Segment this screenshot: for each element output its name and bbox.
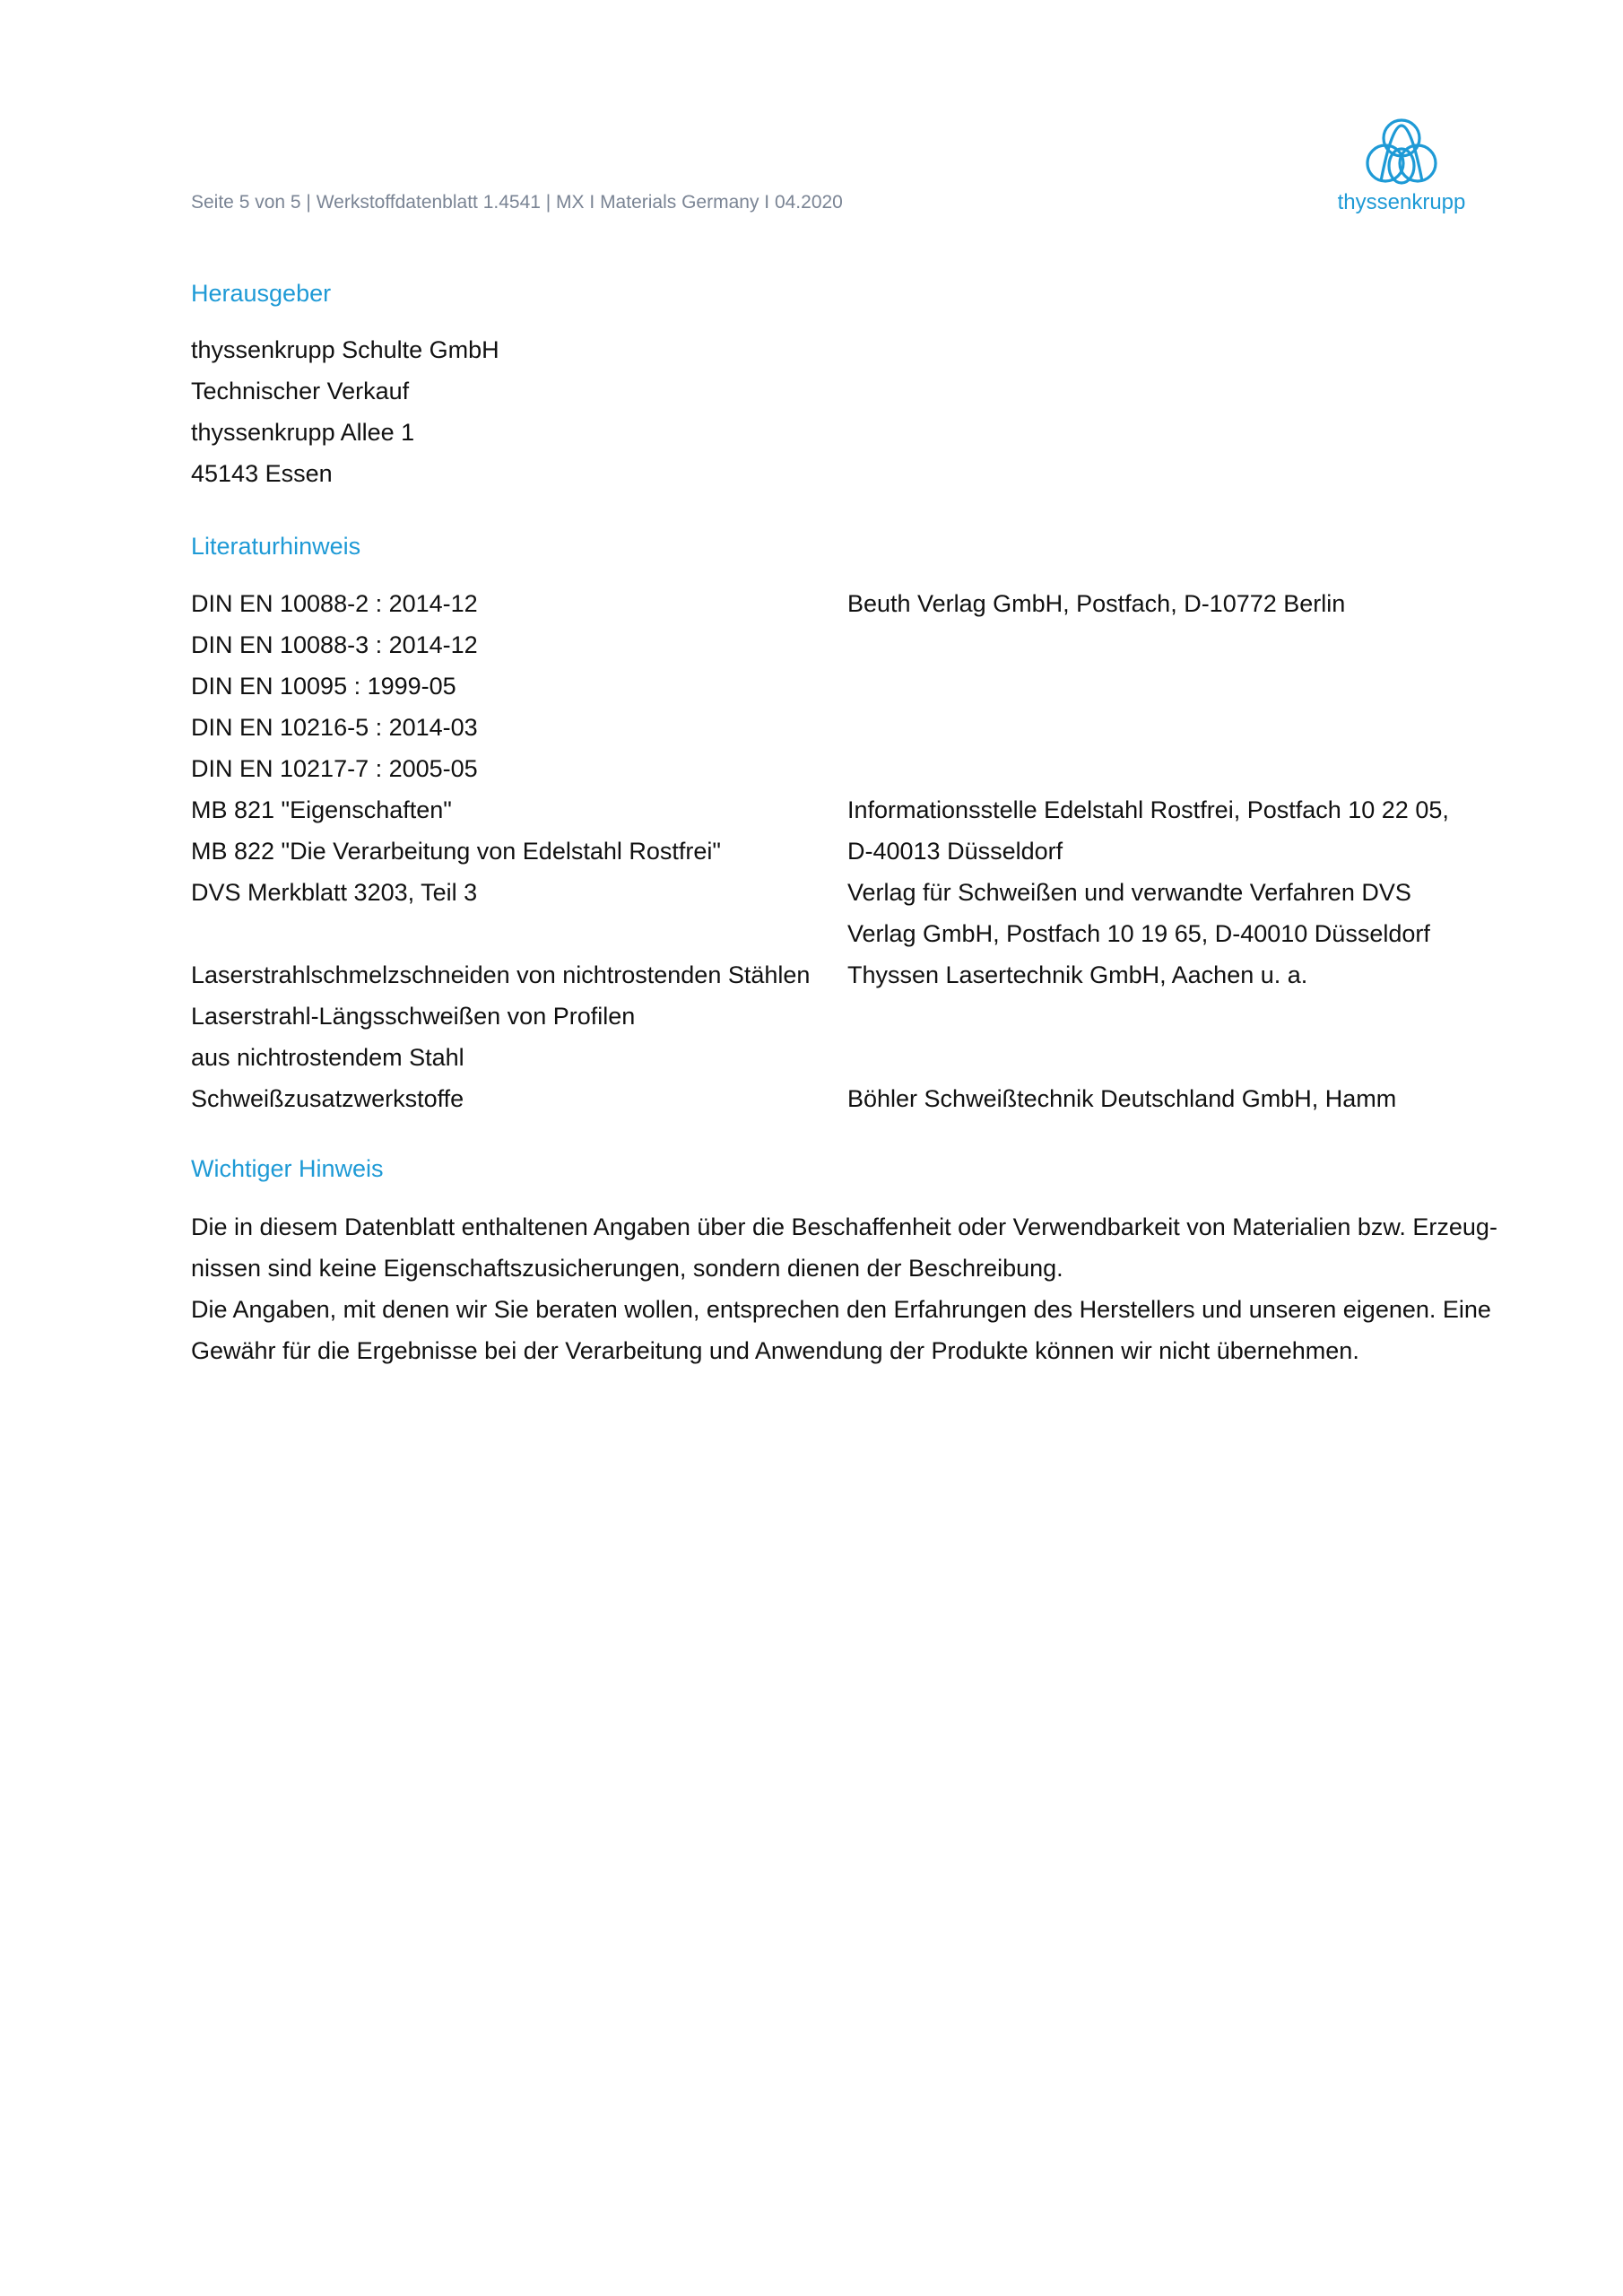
reference-title: DIN EN 10088-2 : 2014-12	[191, 590, 478, 617]
reference-source: Verlag GmbH, Postfach 10 19 65, D-40010 Düsseldorf	[847, 920, 1430, 947]
reference-source: Thyssen Lasertechnik GmbH, Aachen u. a.	[847, 961, 1308, 988]
thyssenkrupp-rings-icon	[1361, 117, 1442, 188]
publisher-line: Technischer Verkauf	[191, 378, 410, 404]
reference-source: Verlag für Schweißen und verwandte Verfahren DVS	[847, 879, 1411, 906]
publisher-line: thyssenkrupp Allee 1	[191, 419, 415, 446]
reference-title: DIN EN 10088-3 : 2014-12	[191, 631, 478, 658]
reference-source: Böhler Schweißtechnik Deutschland GmbH, Hamm	[847, 1085, 1397, 1112]
disclaimer-line: Die Angaben, mit denen wir Sie beraten wollen, entsprechen den Erfahrungen des Herstellers und unseren eigenen. Eine	[191, 1296, 1491, 1323]
reference-title: DIN EN 10216-5 : 2014-03	[191, 714, 478, 741]
reference-title: aus nichtrostendem Stahl	[191, 1044, 464, 1071]
reference-title: MB 821 "Eigenschaften"	[191, 796, 452, 823]
reference-title: DIN EN 10217-7 : 2005-05	[191, 755, 478, 782]
reference-source: Informationsstelle Edelstahl Rostfrei, Postfach 10 22 05,	[847, 796, 1449, 823]
section-heading-hinweis: Wichtiger Hinweis	[191, 1155, 384, 1182]
reference-title: Laserstrahlschmelzschneiden von nichtrostenden Stählen	[191, 961, 811, 988]
logo-wordmark: thyssenkrupp	[1337, 190, 1466, 214]
reference-source: Beuth Verlag GmbH, Postfach, D-10772 Berlin	[847, 590, 1346, 617]
publisher-line: thyssenkrupp Schulte GmbH	[191, 336, 499, 363]
reference-title: DIN EN 10095 : 1999-05	[191, 673, 456, 700]
publisher-line: 45143 Essen	[191, 460, 333, 487]
reference-title: Schweißzusatzwerkstoffe	[191, 1085, 464, 1112]
disclaimer-line: Gewähr für die Ergebnisse bei der Verarbeitung und Anwendung der Produkte können wir nicht übernehmen.	[191, 1337, 1359, 1364]
page-header-text: Seite 5 von 5 | Werkstoffdatenblatt 1.4541 | MX I Materials Germany I 04.2020	[191, 192, 843, 213]
disclaimer-line: nissen sind keine Eigenschaftszusicherungen, sondern dienen der Beschreibung.	[191, 1255, 1063, 1282]
company-logo	[1334, 117, 1469, 224]
section-heading-herausgeber: Herausgeber	[191, 280, 332, 307]
reference-title: DVS Merkblatt 3203, Teil 3	[191, 879, 478, 906]
section-heading-literatur: Literaturhinweis	[191, 533, 361, 560]
reference-title: Laserstrahl-Längsschweißen von Profilen	[191, 1003, 636, 1030]
disclaimer-paragraph	[191, 1206, 1518, 1371]
reference-source: D-40013 Düsseldorf	[847, 838, 1063, 865]
disclaimer-line: Die in diesem Datenblatt enthaltenen Angaben über die Beschaffenheit oder Verwendbarkeit von Materialien bzw. Erzeug-	[191, 1213, 1497, 1240]
reference-title: MB 822 "Die Verarbeitung von Edelstahl Rostfrei"	[191, 838, 721, 865]
